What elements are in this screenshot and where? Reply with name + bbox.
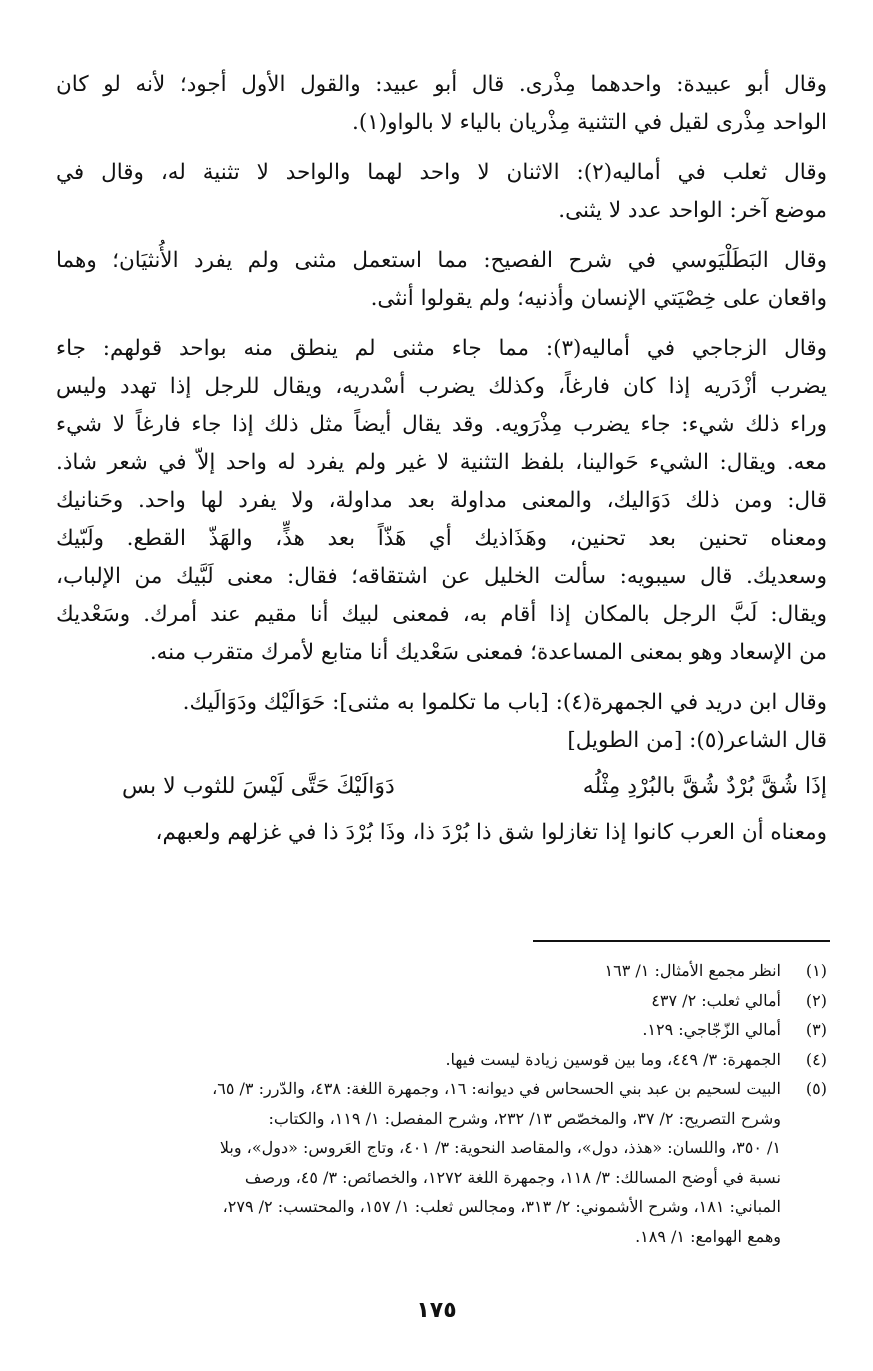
text-line: وقال الزجاجي في أماليه(٣): مما جاء مثنى لم ينطق منه بواحد قولهم: جاء	[56, 336, 828, 361]
footnotes	[56, 956, 827, 1251]
footnote-text: أمالي الزّجّاجي: ١٢٩.	[642, 1020, 781, 1039]
text-line: وقال البَطَلْيَوسي في شرح الفصيح: مما استعمل مثنى ولم يفرد الأُنثيَان؛ وهما	[56, 248, 827, 273]
footnote-number: (٣)	[805, 1020, 827, 1039]
footnote-text: انظر مجمع الأمثال: ١/ ١٦٣	[604, 961, 781, 980]
text-line: وقال ابن دريد في الجمهرة(٤): [باب ما تكلموا به مثنى]: حَوَالَيْك ودَوَالَيك.	[182, 690, 827, 715]
footnote-number: (٥)	[805, 1079, 827, 1098]
text-line: معه. ويقال: الشيء حَوالينا، بلفظ التثنية لا غير ولم يفرد له واحد إلاّ في شعر شاذ.	[56, 450, 827, 475]
paragraph-closing	[56, 814, 827, 852]
footnote	[56, 956, 827, 986]
page-number: ١٧٥	[416, 1298, 457, 1323]
footnote-continuation: وشرح التصريح: ٢/ ٣٧، والمخصّص ١٣/ ٢٣٢، وشرح المفصل: ١/ ١١٩، والكتاب:	[268, 1108, 781, 1128]
footnote-continuation: نسبة في أوضح المسالك: ٣/ ١١٨، وجمهرة اللغة ١٢٧٢، والخصائص: ٣/ ٤٥، ورصف	[244, 1167, 781, 1187]
verse-second-hemistich: دَوَالَيْكَ حَتَّى لَيْسَ للثوب لا بس	[122, 774, 395, 799]
footnote	[56, 1045, 827, 1075]
paragraph-abu-ubayda	[56, 66, 827, 142]
verse-first-hemistich: إذَا شُقَّ بُرْدٌ شُقَّ بالبُرْدِ مِثْلُه	[582, 774, 827, 799]
footnote-text: الجمهرة: ٣/ ٤٤٩، وما بين قوسين زيادة ليست فيها.	[445, 1049, 781, 1069]
footnote-continuation: المباني: ١٨١، وشرح الأشموني: ٢/ ٣١٣، ومجالس ثعلب: ١/ ١٥٧، والمحتسب: ٢/ ٢٧٩،	[222, 1197, 781, 1216]
text-line: وراء ذلك شيء: جاء يضرب مِذْرَويه. وقد يقال أيضاً مثل ذلك إذا جاء فارغاً لا شيء	[56, 412, 827, 437]
poem-verse	[56, 760, 827, 814]
text-line: ومعناه أن العرب كانوا إذا تغازلوا شق ذا بُرْدَ ذا، وذَا بُرْدَ ذا في غزلهم ولعبهم،	[155, 820, 827, 845]
text-line: وقال أبو عبيدة: واحدهما مِذْرى. قال أبو عبيد: والقول الأول أجود؛ لأنه لو كان	[56, 72, 827, 97]
main-text	[56, 66, 827, 864]
paragraph-ibn-durayd	[56, 684, 827, 722]
text-line: من الإسعاد وهو بمعنى المساعدة؛ فمعنى سَعْديك أنا متابع لأمرك متقرب منه.	[149, 640, 827, 665]
verse-intro: قال الشاعر(٥): [من الطويل]	[567, 728, 827, 753]
footnote-number: (٢)	[805, 990, 827, 1010]
footnote-number: (١)	[805, 961, 827, 980]
paragraph-zajjaji	[56, 330, 827, 672]
footnote-number: (٤)	[805, 1049, 827, 1069]
text-line: قال: ومن ذلك دَوَاليك، والمعنى مداولة بعد مداولة، ولا يفرد لها واحد. وحَنانيك	[56, 488, 827, 513]
footnote	[56, 1074, 827, 1104]
text-line: يضرب أزْدَريه إذا كان فارغاً، وكذلك يضرب أسْدريه، ويقال للرجل إذا تهدد وليس	[56, 374, 827, 399]
text-line: واقعان على خِصْيَتي الإنسان وأذنيه؛ ولم يقولوا أنثى.	[370, 286, 827, 311]
footnote-continuation: ١/ ٣٥٠، واللسان: «هذذ، دول»، والمقاصد النحوية: ٣/ ٤٠١، وتاج العَروس: «دول»، وبلا	[219, 1138, 781, 1157]
paragraph-thalab	[56, 154, 827, 230]
footnote-continuation: وهمع الهوامع: ١/ ١٨٩.	[635, 1226, 781, 1246]
text-line: ومعناه تحنين بعد تحنين، وهَذَاذيك أي هَذّاً بعد هذٍّ، والهَذّ القطع. ولَبّيك	[56, 526, 827, 551]
text-line: موضع آخر: الواحد عدد لا يثنى.	[558, 198, 827, 223]
text-line: وقال ثعلب في أماليه(٢): الاثنان لا واحد لهما والواحد لا تثنية له، وقال في	[56, 160, 827, 185]
text-line: ويقال: لَبَّ الرجل بالمكان إذا أقام به، فمعنى لبيك أنا مقيم عند أمرك. وسَعْديك	[56, 602, 827, 627]
footnote-separator	[533, 940, 830, 942]
footnote	[56, 1015, 827, 1045]
footnote-text: أمالي ثعلب: ٢/ ٤٣٧	[651, 990, 781, 1010]
text-line: وسعديك. قال سيبويه: سألت الخليل عن اشتقاقه؛ فقال: معنى لَبَّيك من الإلباب،	[56, 564, 827, 589]
footnote-text: البيت لسحيم بن عبد بني الحسحاس في ديوانه: ١٦، وجمهرة اللغة: ٤٣٨، والدّرر: ٣/ ٦٥،	[212, 1079, 781, 1098]
paragraph-batalyawsi	[56, 242, 827, 318]
footnote	[56, 986, 827, 1016]
text-line: الواحد مِذْرى لقيل في التثنية مِذْريان بالياء لا بالواو(١).	[351, 110, 827, 135]
